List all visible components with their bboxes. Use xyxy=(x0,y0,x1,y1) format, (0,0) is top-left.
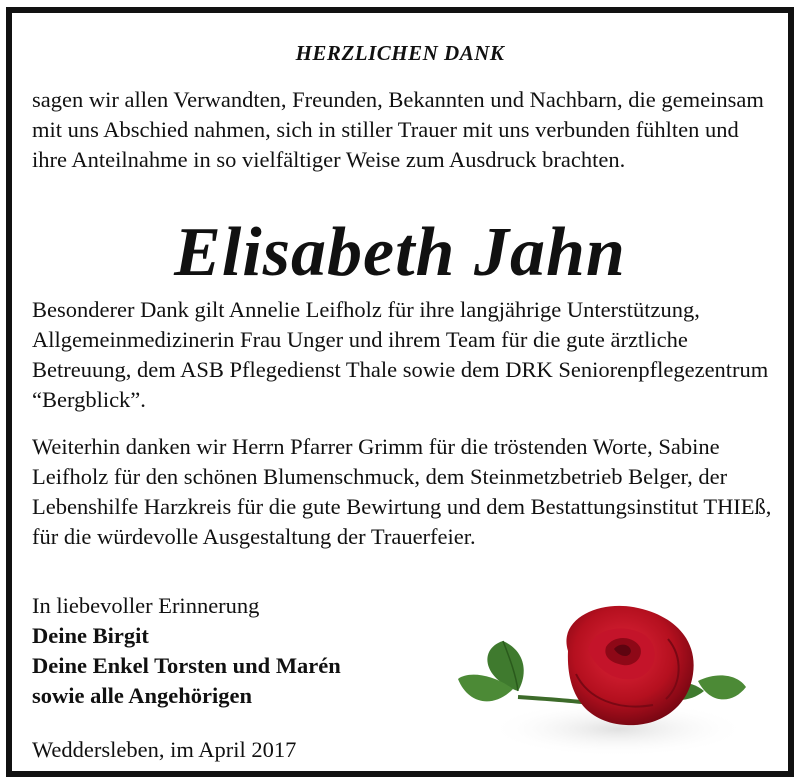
signature-block xyxy=(32,591,341,711)
intro-text: sagen wir allen Verwandten, Freunden, Bekannten und Nachbarn, die gemeinsam mit uns Abschied nahmen, sich in stiller Trauer mit uns verbunden fühlten und ihre Anteilnahme in so vielfältiger Weise zum Ausdruck brachten. xyxy=(32,87,764,172)
notice-heading: HERZLICHEN DANK xyxy=(295,41,505,65)
deceased-name: Elisabeth Jahn xyxy=(174,214,626,291)
thanks-paragraph-1: Besonderer Dank gilt Annelie Leifholz für ihre langjährige Unterstützung, Allgemeinmedizinerin Frau Unger und ihrem Team für die gute ärztliche Betreuung, dem ASB Pflegedienst Thale sowie dem DRK Seniorenpflegezentrum “Bergblick”. xyxy=(32,297,769,412)
red-rose-icon xyxy=(448,579,748,759)
signatory-1: Deine Birgit xyxy=(32,623,149,648)
closing-line: In liebevoller Erinnerung xyxy=(32,593,260,618)
signatory-3: sowie alle Angehörigen xyxy=(32,683,252,708)
notice-frame xyxy=(6,7,794,777)
place-date: Weddersleben, im April 2017 xyxy=(32,737,297,762)
signatory-2: Deine Enkel Torsten und Marén xyxy=(32,653,341,678)
thanks-paragraph-2: Weiterhin danken wir Herrn Pfarrer Grimm für die tröstenden Worte, Sabine Leifholz für den schönen Blumenschmuck, dem Steinmetzbetrieb Belger, der Lebenshilfe Harzkreis für die gute Bewirtung und dem Bestattungsinstitut THIEß, für die würdevolle Ausgestaltung der Trauerfeier. xyxy=(32,434,772,549)
